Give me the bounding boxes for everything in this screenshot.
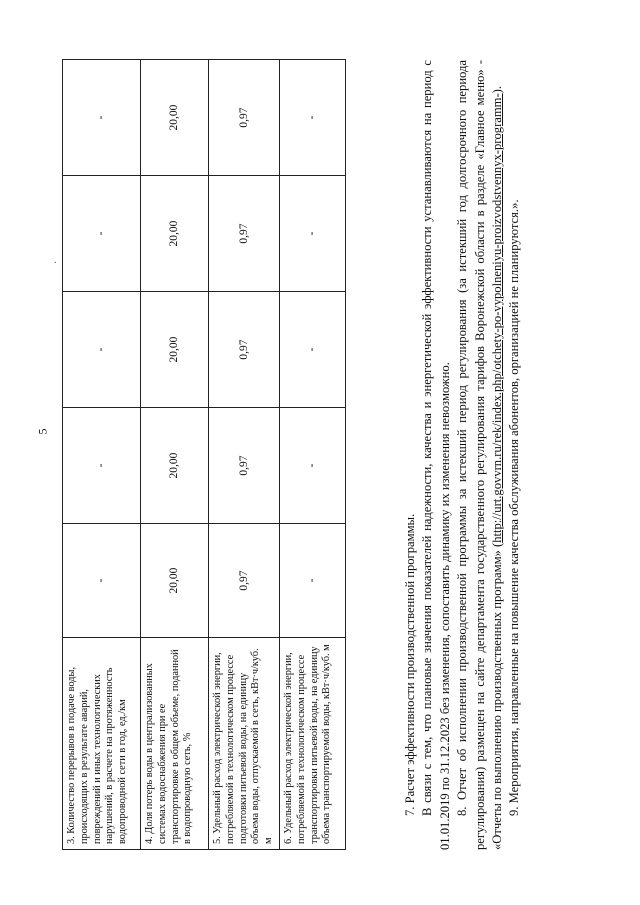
row-label: 5. Удельный расход электрической энергии, потребляемой в технологическом процессе подготовки питьевой воды, на единицу объема воды, отпускаемой в сеть, кВт·ч/куб. м	[209, 638, 280, 850]
page-number: 5	[35, 428, 50, 435]
table-cell: -	[63, 292, 141, 408]
table-cell: 20,00	[141, 176, 209, 292]
table-row	[63, 60, 141, 850]
report-link[interactable]: http://urt.govvrn.ru/rek/index.php/otchety-po-vypolneniyu-proizvodstvennyx-programm-	[490, 93, 505, 543]
table-cell: -	[63, 408, 141, 524]
row-label: 4. Доля потерь воды в централизованных системах водоснабжения при ее транспортировке в общем объеме, поданной в водопроводную сеть, %	[141, 638, 209, 850]
table-cell: -	[279, 292, 345, 408]
table-cell: 20,00	[141, 408, 209, 524]
document-body	[402, 60, 524, 850]
table-cell: 0,97	[209, 292, 280, 408]
table-row	[279, 60, 345, 850]
table-cell: 20,00	[141, 60, 209, 176]
table-cell: 0,97	[209, 60, 280, 176]
table-cell: -	[279, 60, 345, 176]
section-8-text: 8. Отчет об исполнении производственной программы за истекший период регулирования (за истекший год долгосрочного периода регулирования) размещен на сайте департамента государственного регулирования тарифов Воронежской области в разделе «Главное меню» - «Отчеты по выполнению производственных программ» (	[455, 60, 505, 850]
row-label: 3. Количество перерывов в подаче воды, происходящих в результате аварий, повреждений и иных технологических нарушений, в расчете на протяженность водопроводной сети в год, ед./км	[63, 638, 141, 850]
table-cell: -	[63, 60, 141, 176]
scan-mark: .	[54, 255, 57, 266]
section-7-paragraph: В связи с тем, что плановые значения показателей надежности, качества и энергетической эффективности устанавливаются на период с 01.01.2019 по 31.12.2023 без изменения, сопоставить динамику их изменения невозможно.	[420, 60, 452, 850]
indicators-table	[62, 59, 346, 850]
section-8-paragraph	[454, 60, 506, 850]
table-cell: 0,97	[209, 176, 280, 292]
table-cell: -	[279, 524, 345, 638]
table-cell: 20,00	[141, 524, 209, 638]
table-cell: 0,97	[209, 524, 280, 638]
table-cell: -	[63, 524, 141, 638]
table-row	[141, 60, 209, 850]
table-cell: -	[279, 176, 345, 292]
section-9-paragraph: 9. Мероприятия, направленные на повышение качества обслуживания абонентов, организацией не планируются.».	[507, 199, 522, 816]
table-cell: -	[279, 408, 345, 524]
rotated-content	[62, 30, 622, 850]
table-cell: 20,00	[141, 292, 209, 408]
table-cell: -	[63, 176, 141, 292]
table-row	[209, 60, 280, 850]
row-label: 6. Удельный расход электрической энергии, потребляемой в технологическом процессе транспортировки питьевой воды, на единицу объема транспортируемой воды, кВт·ч/куб. м	[279, 638, 345, 850]
section-7-heading: 7. Расчет эффективности производственной программы.	[403, 513, 417, 816]
table-cell: 0,97	[209, 408, 280, 524]
section-8-tail: ).	[490, 86, 505, 94]
